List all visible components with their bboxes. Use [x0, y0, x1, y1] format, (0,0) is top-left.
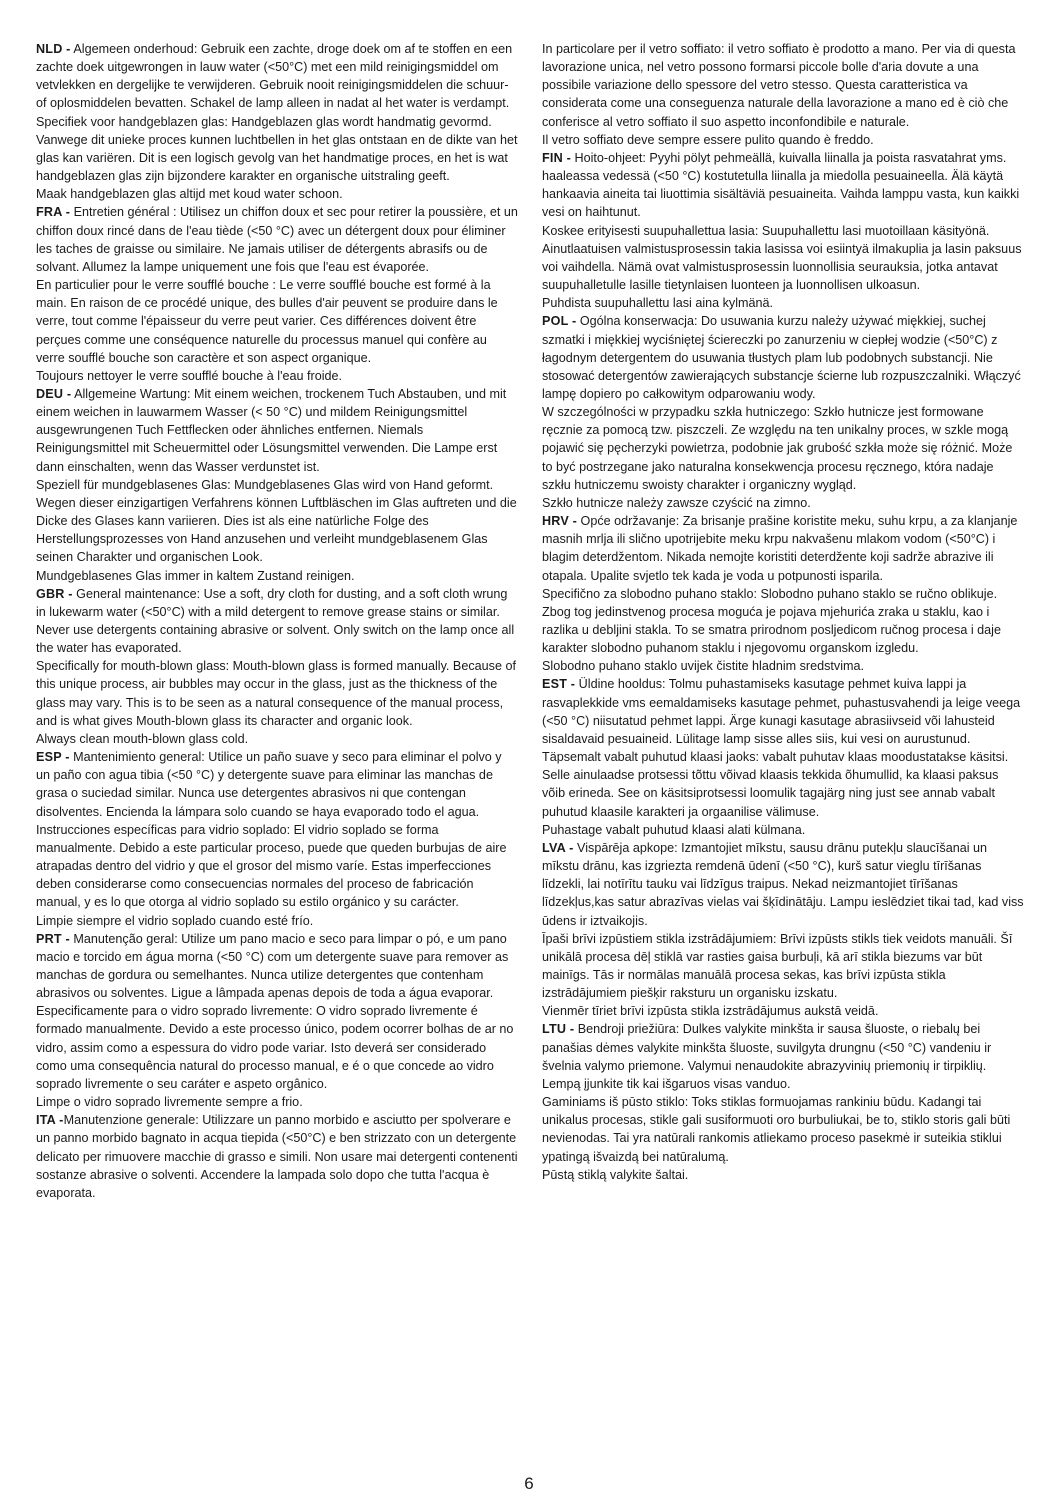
language-code: ITA -: [36, 1113, 64, 1128]
language-code: DEU -: [36, 386, 72, 401]
paragraph-text: Īpaši brīvi izpūstiem stikla izstrādājumiem: Brīvi izpūsts stikls tiek veidots manuāli. Šī unikālā procesa dēļ stiklā var rasties gaisa burbuļi, kā arī stikla biezums var būt mainīgs. Tās ir normālas manuālā procesa sekas, kas brīvi izpūsta stikla izstrādājumiem piešķir raksturu un organisku izskatu.: [542, 931, 1013, 1001]
paragraph-text: Instrucciones específicas para vidrio soplado: El vidrio soplado se forma manualmente. Debido a este particular proceso, puede que queden burbujas de aire atrapadas dentro del vidrio y que el grosor del mismo varíe. Estas imperfecciones deben considerarse como consecuencias normales del proceso de fabricación manual, y es lo que otorga al vidrio soplado su estilo orgánico y su carácter.: [36, 822, 507, 910]
paragraph-text: Mundgeblasenes Glas immer in kaltem Zustand reinigen.: [36, 568, 355, 583]
language-code: FIN -: [542, 150, 571, 165]
paragraph-text: Gaminiams iš pūsto stiklo: Toks stiklas formuojamas rankiniu būdu. Kadangi tai unikalus procesas, stikle gali susiformuoti oro burbuliukai, be to, stiklo storis gali būti nevienodas. Tai yra natūrali rankomis atliekamo proceso pasekmė ir suteikia stiklui ypatingą išvaizdą bei natūralumą.: [542, 1095, 1011, 1164]
paragraph-text: Limpie siempre el vidrio soplado cuando esté frío.: [36, 913, 314, 928]
maintenance-paragraph: [36, 912, 518, 930]
paragraph-text: Slobodno puhano staklo uvijek čistite hladnim sredstvima.: [542, 659, 865, 674]
paragraph-text: Puhdista suupuhallettu lasi aina kylmänä.: [542, 296, 774, 311]
language-code: HRV -: [542, 514, 578, 529]
maintenance-paragraph: [36, 1111, 518, 1202]
maintenance-paragraph: [36, 730, 518, 748]
maintenance-paragraph: [542, 512, 1024, 585]
paragraph-text: En particulier pour le verre soufflé bouche : Le verre soufflé bouche est formé à la main. En raison de ce procédé unique, des bulles d'air peuvent se produire dans le verre, tout comme l'épaisseur du verre peut varier. Ces différences doivent être perçues comme une conséquence naturelle du processus manuel qui confère au verre soufflé bouche son caractère et son aspect organique.: [36, 278, 498, 365]
language-code: PRT -: [36, 931, 70, 946]
maintenance-paragraph: [542, 1002, 1024, 1020]
paragraph-text: Hoito-ohjeet: Pyyhi pölyt pehmeällä, kuivalla liinalla ja poista rasvatahrat yms. haaleassa vedessä (<50 °C) kostutetulla liinalla ja miedolla pesuaineella. Älä käytä hankaavia aineita tai liuottimia sisältäviä pesuaineita. Vaihda lamppu vasta, kun kaikki vesi on haihtunut.: [542, 150, 1020, 220]
language-code: LVA -: [542, 840, 574, 855]
language-code: LTU -: [542, 1022, 575, 1037]
paragraph-text: In particolare per il vetro soffiato: il vetro soffiato è prodotto a mano. Per via di questa lavorazione unica, nel vetro possono formarsi piccole bolle d'aria dovute a una possibile variazione dello spessore del vetro stesso. Questa caratteristica va considerata come una conseguenza naturale della lavorazione a mano ed è ciò che conferisce al vetro soffiato il suo aspetto inconfondibile e naturale.: [542, 42, 1016, 129]
maintenance-paragraph: [36, 185, 518, 203]
maintenance-paragraph: [542, 657, 1024, 675]
maintenance-paragraph: [36, 203, 518, 276]
language-code: FRA -: [36, 205, 71, 220]
paragraph-text: Always clean mouth-blown glass cold.: [36, 731, 249, 746]
paragraph-text: Manutenção geral: Utilize um pano macio e seco para limpar o pó, e um pano macio e torcido em água morna (<50 °C) com um detergente suave para remover as manchas de gordura ou semelhantes. Nunca utilize detergentes que contenham abrasivos ou solventes. Ligue a lâmpada apenas depois de toda a água evaporar.: [36, 931, 509, 1001]
maintenance-paragraph: [36, 40, 518, 113]
maintenance-paragraph: [542, 675, 1024, 748]
maintenance-paragraph: [542, 149, 1024, 222]
maintenance-paragraph: [542, 821, 1024, 839]
paragraph-text: Täpsemalt vabalt puhutud klaasi jaoks: vabalt puhutav klaas moodustatakse käsitsi. Selle ainulaadse protsessi tõttu võivad klaasis tekkida õhumullid, ka klaasi paksus võib erineda. See on käsitsiprotsessi loomulik tagajärg ning just see annab vabalt puhutud klaasile karakteri ja orgaanilise välimuse.: [542, 750, 1009, 819]
maintenance-paragraph: [36, 657, 518, 730]
paragraph-text: Specifično za slobodno puhano staklo: Slobodno puhano staklo se ručno oblikuje. Zbog tog jedinstvenog procesa moguća je pojava mjehurića zraka u staklu, kao i razlika u debljini stakla. To se smatra prirodnom posljedicom ručnog procesa i daje karakter slobodno puhanom staklu i njegovomu organskom izgledu.: [542, 586, 1001, 656]
paragraph-text: Specifically for mouth-blown glass: Mouth-blown glass is formed manually. Because of this unique process, air bubbles may occur in the glass, just as the thickness of the glass may vary. This is to be seen as a natural consequence of the manual process, and is what gives Mouth-blown glass its character and organic look.: [36, 659, 516, 728]
maintenance-paragraph: [542, 930, 1024, 1003]
language-code: NLD -: [36, 42, 71, 56]
language-code: POL -: [542, 314, 577, 329]
paragraph-text: Bendroji priežiūra: Dulkes valykite minkšta ir sausa šluoste, o riebalų bei panašias dėmes valykite minkšta šluoste, suvilgyta drungnu (<50 °C) vandeniu ir švelnia valymo priemone. Valymui nenaudokite abrazyvinių priemonių ir tirpiklių. Lempą įjunkite tik kai išgaruos visas vanduo.: [542, 1022, 992, 1091]
paragraph-text: Opće održavanje: Za brisanje prašine koristite meku, suhu krpu, a za klanjanje masnih mrlja ili slično upotrijebite meku krpu nakvašenu mlakom vodom (<50°C) i blagim deterdžentom. Nikada nemojte koristiti deterdžente koji sadrže abrazive ili otapala. Upalite svjetlo tek kada je voda u potpunosti isparila.: [542, 514, 1018, 583]
paragraph-text: Allgemeine Wartung: Mit einem weichen, trockenem Tuch Abstauben, und mit einem weichen in lauwarmem Wasser (< 50 °C) und mildem Reinigungsmittel ausgewrungenen Tuch Fettflecken oder ähnliches entfernen. Niemals Reinigungsmittel mit Scheuermittel oder Lösungsmittel verwenden. Die Lampe erst dann einschalten, wenn das Wasser verdunstet ist.: [36, 386, 507, 474]
maintenance-paragraph: [542, 585, 1024, 658]
maintenance-paragraph: [542, 403, 1024, 494]
maintenance-paragraph: [36, 748, 518, 821]
maintenance-paragraph: [542, 312, 1024, 403]
maintenance-paragraph: [36, 476, 518, 567]
paragraph-text: Vienmēr tīriet brīvi izpūsta stikla izstrādājumus aukstā veidā.: [542, 1004, 879, 1019]
maintenance-paragraph: [36, 821, 518, 912]
maintenance-paragraph: [36, 385, 518, 476]
paragraph-text: W szczególności w przypadku szkła hutniczego: Szkło hutnicze jest formowane ręcznie za pomocą tzw. piszczeli. Ze względu na ten unikalny proces, w szkle mogą pojawić się pęcherzyki powietrza, podobnie jak grubość szkła może się różnić. Może to być postrzegane jako naturalna konsekwencja procesu ręcznego, która nadaje szkłu hutniczemu swoisty charakter i organiczny wygląd.: [542, 405, 1013, 492]
maintenance-paragraph: [36, 1093, 518, 1111]
paragraph-text: Puhastage vabalt puhutud klaasi alati külmana.: [542, 822, 806, 837]
paragraph-text: Speziell für mundgeblasenes Glas: Mundgeblasenes Glas wird von Hand geformt. Wegen dieser einzigartigen Verfahrens können Luftbläschen im Glas auftreten und die Dicke des Glases kann variieren. Dies ist als eine natürliche Folge des Herstellungsprozesses von Hand anzusehen und verleiht mundgeblasenem Glas seinen Charakter und organischen Look.: [36, 477, 517, 565]
maintenance-paragraph: [542, 131, 1024, 149]
maintenance-paragraph: [542, 494, 1024, 512]
maintenance-paragraph: [542, 294, 1024, 312]
paragraph-text: Maak handgeblazen glas altijd met koud water schoon.: [36, 187, 343, 202]
paragraph-text: Koskee erityisesti suupuhallettua lasia: Suupuhallettu lasi muotoillaan käsityönä. Ainutlaatuisen valmistusprosessin takia lasissa voi esiintyä ilmakuplia ja lasin paksuus voi vaihdella. Nämä ovat valmistusprosessin luonnollisia seurauksia, jotka antavat suupuhalletulle lasille tietynlaisen luonteen ja luonnollisen ulkoasun.: [542, 223, 1022, 293]
maintenance-paragraph: [542, 1093, 1024, 1166]
maintenance-paragraph: [542, 1166, 1024, 1184]
maintenance-paragraph: [542, 839, 1024, 930]
maintenance-paragraph: [36, 367, 518, 385]
paragraph-text: Il vetro soffiato deve sempre essere pulito quando è freddo.: [542, 132, 874, 147]
language-code: EST -: [542, 677, 576, 692]
paragraph-text: Especificamente para o vidro soprado livremente: O vidro soprado livremente é formado manualmente. Devido a este processo único, podem ocorrer bolhas de ar no vidro, assim como a espessura do vidro pode variar. Isto deverá ser considerado como uma consequência natural do processo manual, e é o que concede ao vidro soprado livremente o seu caráter e aspeto orgânico.: [36, 1004, 514, 1091]
left-column: [36, 40, 518, 1202]
maintenance-paragraph: [542, 1020, 1024, 1093]
paragraph-text: General maintenance: Use a soft, dry cloth for dusting, and a soft cloth wrung in lukewarm water (<50°C) with a mild detergent to remove grease stains or similar. Never use detergents containing abrasive or solvent. Only switch on the lamp once all the water has evaporated.: [36, 586, 515, 656]
maintenance-paragraph: [36, 930, 518, 1003]
paragraph-text: Entretien général : Utilisez un chiffon doux et sec pour retirer la poussière, et un chiffon doux rincé dans de l'eau tiède (<50 °C) avec un détergent doux pour éliminer les taches de graisse ou similaire. Ne jamais utiliser de détergents abrasifs ou de solvant. Allumez la lampe uniquement une fois que l'eau est évaporée.: [36, 205, 518, 274]
maintenance-paragraph: [36, 113, 518, 186]
maintenance-paragraph: [542, 748, 1024, 821]
page-number: 6: [524, 1474, 534, 1493]
paragraph-text: Mantenimiento general: Utilice un paño suave y seco para eliminar el polvo y un paño con agua tibia (<50 °C) y detergente suave para eliminar las manchas de grasa o suciedad similar. Nunca use detergentes abrasivos ni que contengan disolventes. Encienda la lámpara solo cuando se haya evaporado todo el agua.: [36, 750, 502, 819]
maintenance-paragraph: [542, 222, 1024, 295]
right-column: [542, 40, 1024, 1184]
language-code: GBR -: [36, 586, 73, 601]
maintenance-paragraph: [542, 40, 1024, 131]
maintenance-paragraph: [36, 567, 518, 585]
paragraph-text: Specifiek voor handgeblazen glas: Handgeblazen glas wordt handmatig gevormd. Vanwege dit unieke proces kunnen luchtbellen in het glas ontstaan en de dikte van het glas kan variëren. Dit is een logisch gevolg van het handmatige proces, en het is wat handgeblazen glas zijn bijzondere karakter en organische uitstraling geeft.: [36, 114, 518, 184]
maintenance-paragraph: [36, 585, 518, 658]
paragraph-text: Üldine hooldus: Tolmu puhastamiseks kasutage pehmet kuiva lappi ja rasvaplekkide vms eemaldamiseks kasutage pehmet, puhastusvahendi ja leige veega (<50 °C) niisutatud pehmet lappi. Ärge kunagi kasutage abrasiivseid või lahusteid sisaldavaid pesuaineid. Lülitage lamp sisse alles siis, kui vesi on aurustunud.: [542, 677, 1021, 746]
paragraph-text: Pūstą stiklą valykite šaltai.: [542, 1167, 689, 1182]
maintenance-paragraph: [36, 276, 518, 367]
paragraph-text: Algemeen onderhoud: Gebruik een zachte, droge doek om af te stoffen en een zachte doek uitgewrongen in lauw water (<50°C) met een mild reinigingsmiddel om vetvlekken en dergelijke te verwijderen. Gebruik nooit reinigingsmiddelen die schuur- of oplosmiddelen bevatten. Schakel de lamp alleen in nadat al het water is verdampt.: [36, 42, 513, 111]
paragraph-text: Vispārēja apkope: Izmantojiet mīkstu, sausu drānu putekļu slaucīšanai un mīkstu drānu, kas izgriezta remdenā ūdenī (<50 °C), kurš satur vieglu tīrīšanas līdzekli, lai notīrītu tauku vai līdzīgus traipus. Nekad neizmantojiet tīrīšanas līdzekļus,kas satur abrazīvas vielas vai šķīdinātāju. Lampu ieslēdziet tikai tad, kad viss ūdens ir iztvaikojis.: [542, 840, 1024, 928]
paragraph-text: Manutenzione generale: Utilizzare un panno morbido e asciutto per spolverare e un panno morbido bagnato in acqua tiepida (<50°C) e ben strizzato con un detergente delicato per rimuovere macchie di grasso e simili. Non usare mai detergenti contenenti sostanze abrasive o solventi. Accendere la lampada solo dopo che tutta l'acqua è evaporata.: [36, 1113, 518, 1200]
paragraph-text: Limpe o vidro soprado livremente sempre a frio.: [36, 1095, 303, 1110]
paragraph-text: Toujours nettoyer le verre soufflé bouche à l'eau froide.: [36, 368, 343, 383]
language-code: ESP -: [36, 750, 70, 765]
maintenance-paragraph: [36, 1002, 518, 1093]
paragraph-text: Ogólna konserwacja: Do usuwania kurzu należy używać miękkiej, suchej szmatki i miękkiej wyciśniętej ściereczki po zanurzeniu w ciepłej wodzie (<50°C) z łagodnym detergentem do usuwania tłustych plam lub podobnych substancji. Nie stosować detergentów zawierających substancje ścierne lub rozpuszczalniki. Włączyć lampę dopiero po całkowitym odparowaniu wody.: [542, 314, 1021, 401]
paragraph-text: Szkło hutnicze należy zawsze czyścić na zimno.: [542, 495, 811, 510]
